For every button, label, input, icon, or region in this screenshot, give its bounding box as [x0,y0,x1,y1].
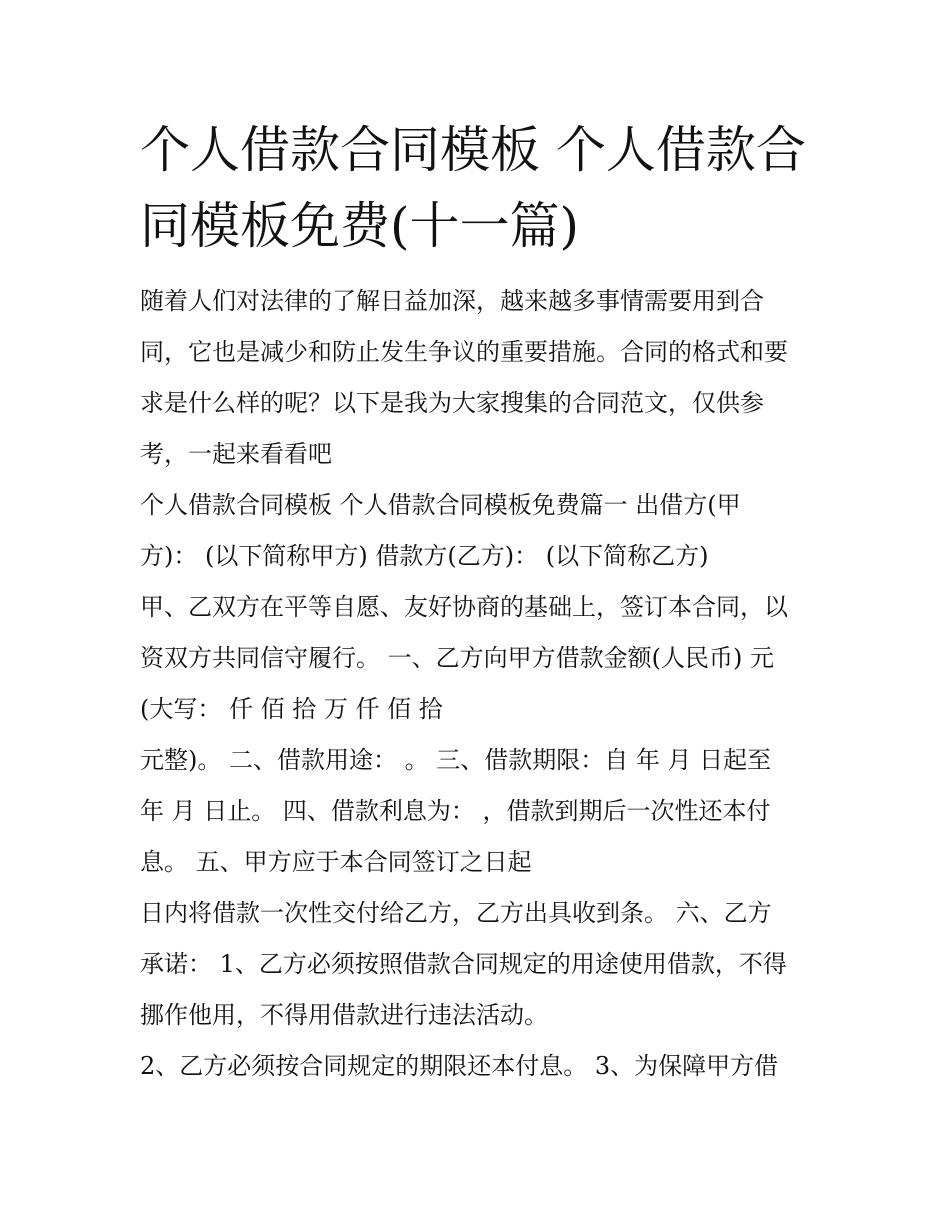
document-body [140,283,830,1099]
body-line-13: 日内将借款一次性交付给乙方，乙方出具收到条。 六、乙方 [140,899,772,927]
body-line-15: 挪作他用，不得用借款进行违法活动。 [140,1001,548,1029]
body-line-7: 甲、乙双方在平等自愿、友好协商的基础上，签订本合同，以 [140,593,788,621]
body-line-2: 同，它也是减少和防止发生争议的重要措施。合同的格式和要 [140,338,788,366]
body-line-11: 年 月 日止。 四、借款利息为： ，借款到期后一次性还本付 [140,797,771,825]
body-line-14: 承诺： 1、乙方必须按照借款合同规定的用途使用借款，不得 [140,950,787,978]
body-line-3: 求是什么样的呢？以下是我为大家搜集的合同范文，仅供参 [140,389,764,417]
body-line-4: 考，一起来看看吧 [140,440,332,468]
body-line-16: 2、乙方必须按合同规定的期限还本付息。 3、为保障甲方借 [140,1052,779,1080]
body-line-1: 随着人们对法律的了解日益加深，越来越多事情需要用到合 [140,287,764,315]
body-line-5: 个人借款合同模板 个人借款合同模板免费篇一 出借方(甲 [140,491,741,519]
body-line-8: 资双方共同信守履行。 一、乙方向甲方借款金额(人民币) 元 [140,644,774,672]
body-line-10: 元整)。 二、借款用途： 。 三、借款期限：自 年 月 日起至 [140,746,772,774]
body-line-6: 方)： (以下简称甲方) 借款方(乙方)： (以下简称乙方) [140,542,709,570]
title-line-1: 个人借款合同模板 个人借款合 [140,121,806,179]
body-line-9: (大写： 仟 佰 拾 万 仟 佰 拾 [140,695,443,723]
document-title [140,112,840,264]
body-line-12: 息。 五、甲方应于本合同签订之日起 [140,848,532,876]
title-line-2: 同模板免费(十一篇) [140,197,580,255]
